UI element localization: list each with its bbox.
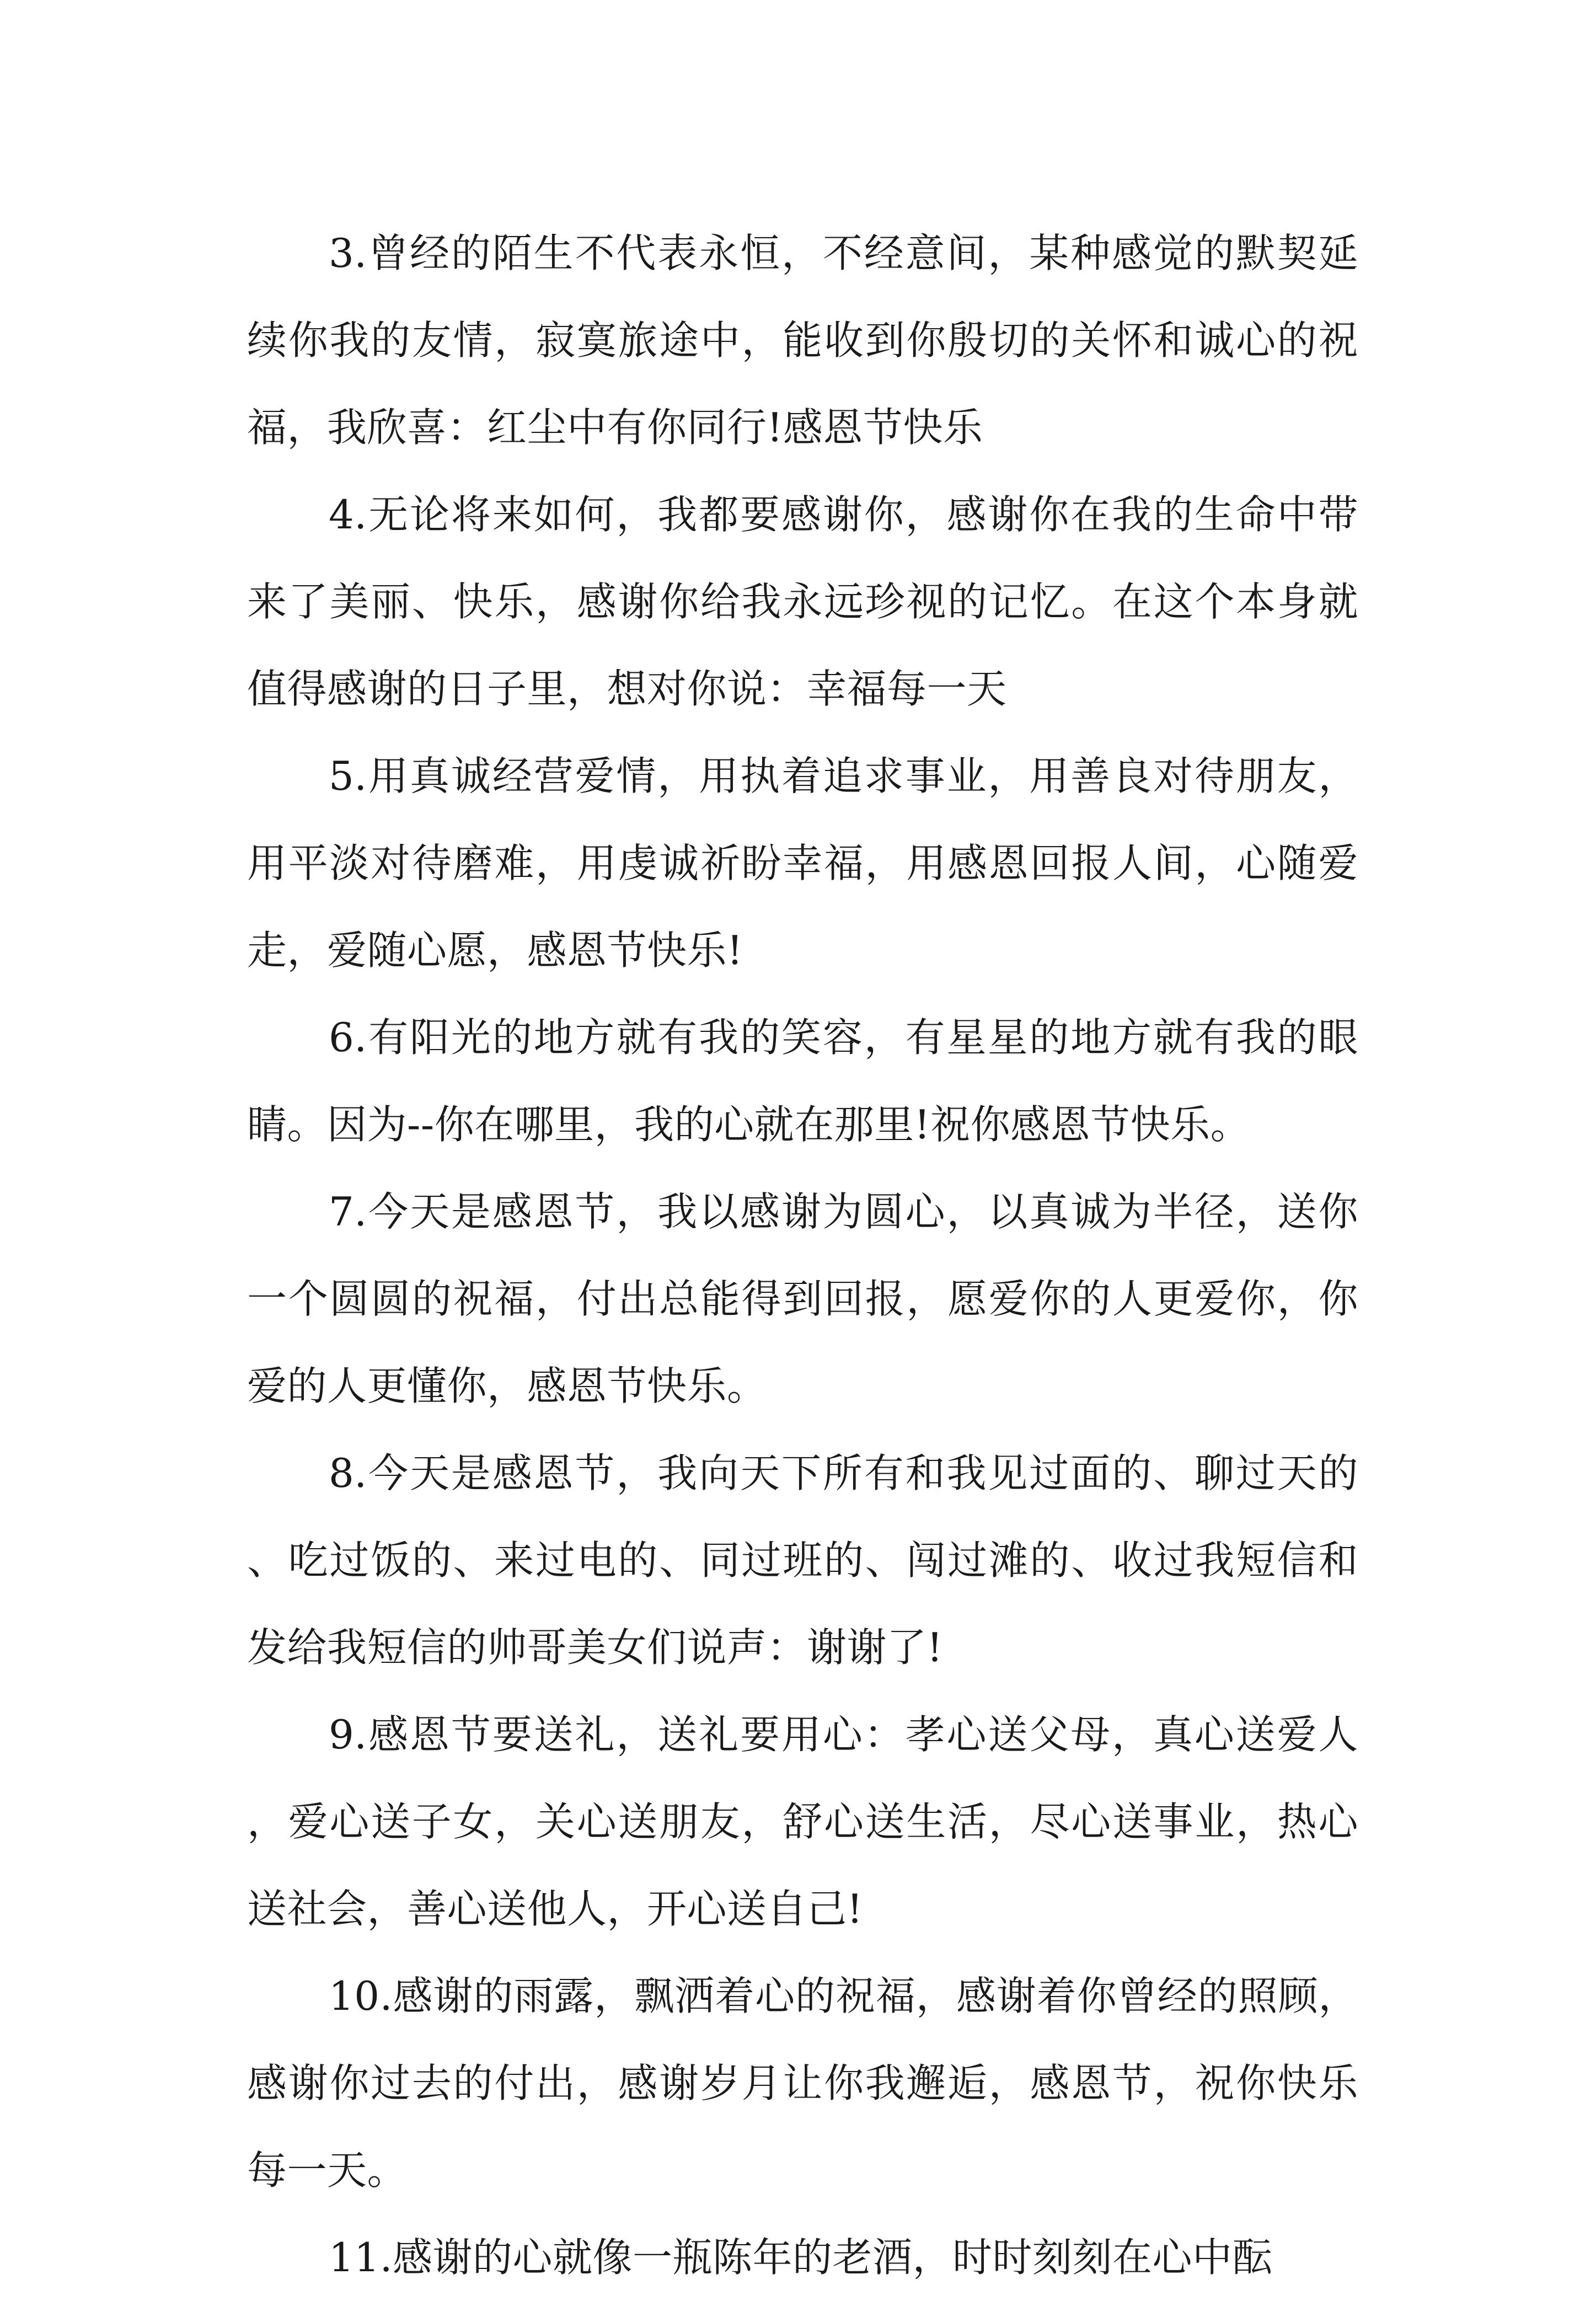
paragraph-6: 6.有阳光的地方就有我的笑容，有星星的地方就有我的眼睛。因为--你在哪里，我的心就在那里!祝你感恩节快乐。 xyxy=(247,1014,1358,1148)
paragraph-5: 5.用真诚经营爱情，用执着追求事业，用善良对待朋友，用平淡对待磨难，用虔诚祈盼幸福，用感恩回报人间，心随爱走，爱随心愿，感恩节快乐! xyxy=(247,753,1358,973)
paragraph-7: 7.今天是感恩节，我以感谢为圆心，以真诚为半径，送你一个圆圆的祝福，付出总能得到回报，愿爱你的人更爱你，你爱的人更懂你，感恩节快乐。 xyxy=(247,1189,1358,1409)
paragraph-11: 11.感谢的心就像一瓶陈年的老酒，时时刻刻在心中酝 xyxy=(329,2234,1273,2281)
paragraph-3: 3.曾经的陌生不代表永恒，不经意间，某种感觉的默契延续你我的友情，寂寞旅途中，能收到你殷切的关怀和诚心的祝福，我欣喜：红尘中有你同行!感恩节快乐 xyxy=(247,230,1358,451)
paragraph-8: 8.今天是感恩节，我向天下所有和我见过面的、聊过天的、吃过饭的、来过电的、同过班的、闯过滩的、收过我短信和发给我短信的帅哥美女们说声：谢谢了! xyxy=(247,1450,1358,1671)
paragraph-10: 10.感谢的雨露，飘洒着心的祝福，感谢着你曾经的照顾，感谢你过去的付出，感谢岁月让你我邂逅，感恩节，祝你快乐每一天。 xyxy=(247,1973,1358,2193)
document-body xyxy=(247,210,1358,2301)
paragraph-4: 4.无论将来如何，我都要感谢你，感谢你在我的生命中带来了美丽、快乐，感谢你给我永远珍视的记忆。在这个本身就值得感谢的日子里，想对你说：幸福每一天 xyxy=(247,491,1358,712)
paragraph-9: 9.感恩节要送礼，送礼要用心：孝心送父母，真心送爱人，爱心送子女，关心送朋友，舒心送生活，尽心送事业，热心送社会，善心送他人，开心送自己! xyxy=(247,1711,1358,1932)
